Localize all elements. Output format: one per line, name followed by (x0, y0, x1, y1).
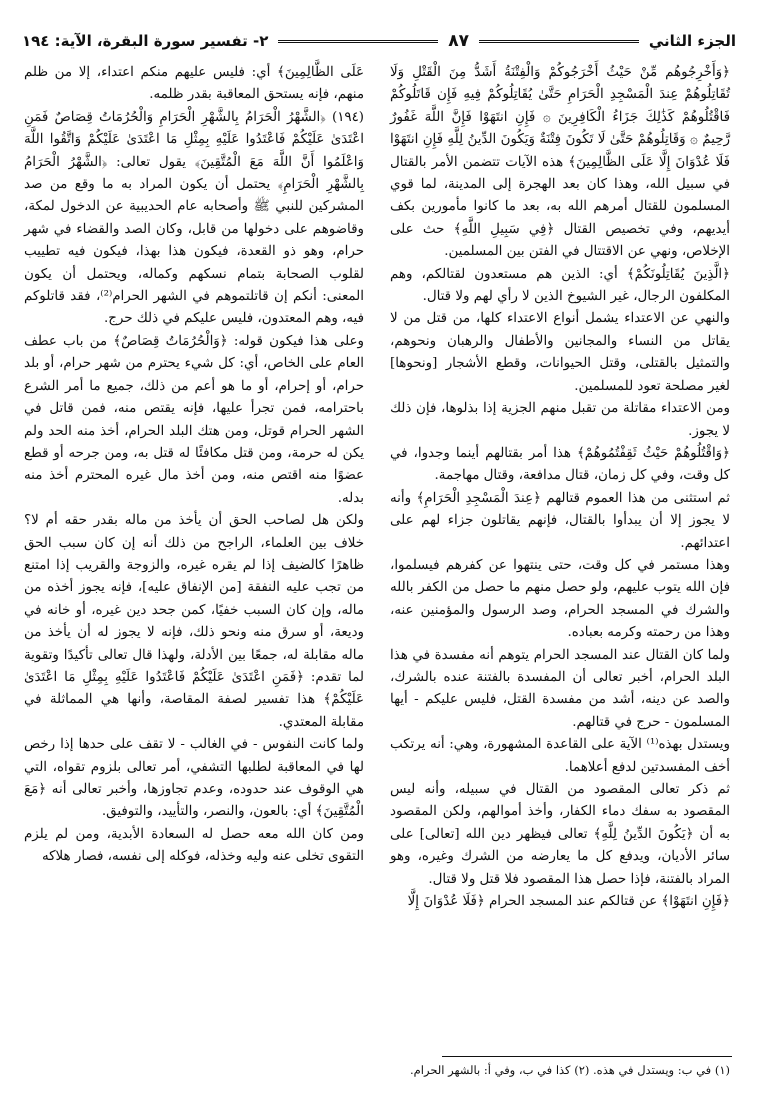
paragraph: ولما كانت النفوس - في الغالب - لا تقف على حدها إذا رخص لها في المعاقبة لطلبها التشفي، أمر تعالى بلزوم تقواه، التي هي الوقوف عند حدوده، وعدم تجاوزها، وأخبر تعالى أنه ﴿مَعَ الْمُتَّقِينَ﴾ أي: بالعون، والنصر، والتأييد، والتوفيق. (24, 737, 364, 820)
part-title: الجزء الثاني (648, 32, 736, 50)
footnote-divider (442, 1056, 732, 1057)
paragraph: ثم ذكر تعالى المقصود من القتال في سبيله، وأنه ليس المقصود به سفك دماء الكفار، وأخذ أموالهم، ولكن المقصود به أن ﴿يَكُونَ الدِّينُ لِلَّهِ﴾ تعالى فيظهر دين الله [تعالى] على سائر الأديان، ويدفع كل ما يعارضه من الشرك وغيره، وهو المراد بالفتنة، فإذا حصل هذا المقصود فلا قتل ولا قتال. (390, 782, 730, 887)
page-number: ٨٧ (448, 31, 469, 51)
paragraph: وعلى هذا فيكون قوله: ﴿وَالْحُرُمَاتُ قِصَاصٌ﴾ من باب عطف العام على الخاص، أي: كل شيء يحترم من شهر حرام، أو بلد حرام، أو إحرام، أو ما هو أعم من ذلك، جميع ما أمر الشرع باحترامه، فمن تجرأ عليها، فإنه يقتص منه، فمن قاتل في الشهر الحرام قوتل، ومن هتك البلد الحرام، أخذ منه الحد ولم يكن له حرمة، ومن قتل مكافئًا له قتل به، ومن جرحه أو قطع عضوًا منه اقتص منه، ومن أخذ مال غيره المحترم أخذ منه بدله. (24, 333, 364, 506)
header-rule-left (278, 40, 438, 43)
paragraph: ولما كان القتال عند المسجد الحرام يتوهم أنه مفسدة في هذا البلد الحرام، أخبر تعالى أن المفسدة بالفتنة عنده بالشرك، والصد عن دينه، أشد من مفسدة القتل، فليس عليكم - أيها المسلمون - حرج في قتالهم. (390, 647, 730, 730)
paragraph: ﴿وَأَخْرِجُوهُم مِّنْ حَيْثُ أَخْرَجُوكُمْ وَالْفِتْنَةُ أَشَدُّ مِنَ الْقَتْلِ وَلَا تُقَاتِلُوهُمْ عِندَ الْمَسْجِدِ الْحَرَامِ حَتَّىٰ يُقَاتِلُوكُمْ فِيهِ فَإِن قَاتَلُوكُمْ فَاقْتُلُوهُمْ كَذَٰلِكَ جَزَاءُ الْكَافِرِينَ ۞ فَإِنِ انتَهَوْا فَإِنَّ اللَّهَ غَفُورٌ رَّحِيمٌ ۞ وَقَاتِلُوهُمْ حَتَّىٰ لَا تَكُونَ فِتْنَةٌ وَيَكُونَ الدِّينُ لِلَّهِ فَإِنِ انتَهَوْا فَلَا عُدْوَانَ إِلَّا عَلَى الظَّالِمِينَ﴾ هذه الآيات تتضمن الأمر بالقتال في سبيل الله، وهذا كان بعد الهجرة إلى المدينة، لما قوي المسلمون للقتال أمرهم الله به، بعد ما كانوا مأمورين بكف أيديهم، وفي تخصيص القتال ﴿فِي سَبِيلِ اللَّهِ﴾ حث على الإخلاص، ونهي عن الاقتتال في الفتن بين المسلمين. (390, 65, 730, 260)
section-title: ٢- تفسير سورة البقرة، الآية: ١٩٤ (21, 32, 269, 50)
header-rule-right (479, 40, 639, 43)
paragraph: عَلَى الظَّالِمِينَ﴾ أي: فليس عليهم منكم اعتداء، إلا من ظلم منهم، فإنه يستحق المعاقبة بقدر ظلمه. (24, 65, 364, 103)
paragraph: ويستدل بهذه⁽¹⁾ الآية على القاعدة المشهورة، وهي: أنه يرتكب أخف المفسدتين لدفع أعلاهما. (390, 737, 730, 775)
paragraph: ﴿وَاقْتُلُوهُمْ حَيْثُ ثَقِفْتُمُوهُمْ﴾ هذا أمر بقتالهم أينما وجدوا، في كل وقت، وفي كل زمان، قتال مدافعة، وقتال مهاجمة. (390, 445, 730, 484)
paragraph: وهذا مستمر في كل وقت، حتى ينتهوا عن كفرهم فيسلموا، فإن الله يتوب عليهم، ولو حصل منهم ما حصل من الكفر بالله والشرك في المسجد الحرام، وصد الرسول والمؤمنين عنه، وهذا من رحمته وكرمه بعباده. (390, 557, 730, 641)
footnotes: (١) في ب: ويستدل في هذه. (٢) كذا في ب، وفي أ: بالشهر الحرام. (410, 1063, 730, 1077)
paragraph: ولكن هل لصاحب الحق أن يأخذ من ماله بقدر حقه أم لا؟ خلاف بين العلماء، الراجح من ذلك أنه إن كان سبب الحق ظاهرًا كالضيف إذا لم يقره غيره، والزوجة والقريب إذا امتنع من تجب عليه النفقة [من الإنفاق عليه]، فإنه يجوز أخذه من ماله، وإن كان السبب خفيًا، كمن جحد دين غيره، أو خانه في وديعة، أو سرق منه ونحو ذلك، فإنه لا يجوز له أن يأخذ من ماله مقابلة له، جمعًا بين الأدلة، ولهذا قال تعالى تأكيدًا وتقوية لما تقدم: ﴿فَمَنِ اعْتَدَىٰ عَلَيْكُمْ فَاعْتَدُوا عَلَيْهِ بِمِثْلِ مَا اعْتَدَىٰ عَلَيْكُمْ﴾ هذا تفسير لصفة المقاصة، وأنها هي المماثلة في مقابلة المعتدي. (24, 513, 364, 730)
paragraph: ومن كان الله معه حصل له السعادة الأبدية، ومن لم يلزم التقوى تخلى عنه وليه وخذله، فوكله إلى نفسه، فصار هلاكه (24, 826, 364, 865)
paragraph: والنهي عن الاعتداء يشمل أنواع الاعتداء كلها، من قتل من لا يقاتل من النساء والمجانين والأطفال والرهبان ونحوهم، والتمثيل بالقتلى، وقتل الحيوانات، وقطع الأشجار [ونحوها] لغير مصلحة تعود للمسلمين. (390, 311, 730, 394)
paragraph: (١٩٤) ﴿الشَّهْرُ الْحَرَامُ بِالشَّهْرِ الْحَرَامِ وَالْحُرُمَاتُ قِصَاصٌ فَمَنِ اعْتَدَىٰ عَلَيْكُمْ فَاعْتَدُوا عَلَيْهِ بِمِثْلِ مَا اعْتَدَىٰ عَلَيْكُمْ وَاتَّقُوا اللَّهَ وَاعْلَمُوا أَنَّ اللَّهَ مَعَ الْمُتَّقِينَ﴾ يقول تعالى: ﴿الشَّهْرُ الْحَرَامُ بِالشَّهْرِ الْحَرَامِ﴾ يحتمل أن يكون المراد به ما وقع من صد المشركين للنبي ﷺ وأصحابه عام الحديبية عن الدخول لمكة، وقاضوهم على دخولها من قابل، وكان الصد والقضاء في شهر حرام، وهو ذو القعدة، فيكون هذا بهذا، فيكون فيه تطييب لقلوب الصحابة بتمام نسكهم وكماله، ويحتمل أن يكون المعنى: أنكم إن قاتلتموهم في الشهر الحرام⁽²⁾، فقد قاتلوكم فيه، وهم المعتدون، فليس عليكم في ذلك حرج. (24, 109, 364, 327)
paragraph: ثم استثنى من هذا العموم قتالهم ﴿عِندَ الْمَسْجِدِ الْحَرَامِ﴾ وأنه لا يجوز إلا أن يبدأوا بالقتال، فإنهم يقاتلون جزاء لهم على اعتدائهم. (390, 490, 730, 551)
left-column (24, 62, 364, 869)
right-column (390, 62, 730, 913)
paragraph: ومن الاعتداء مقاتلة من تقبل منهم الجزية إذا بذلوها، فإن ذلك لا يجوز. (390, 401, 730, 439)
paragraph: ﴿فَإِنِ انتَهَوْا﴾ عن قتالكم عند المسجد الحرام ﴿فَلَا عُدْوَانَ إِلَّا (407, 894, 730, 910)
paragraph: ﴿الَّذِينَ يُقَاتِلُونَكُمْ﴾ أي: الذين هم مستعدون لقتالكم، وهم المكلفون الرجال، غير الشيوخ الذين لا رأي لهم ولا قتال. (390, 266, 730, 305)
page-header (22, 26, 736, 56)
